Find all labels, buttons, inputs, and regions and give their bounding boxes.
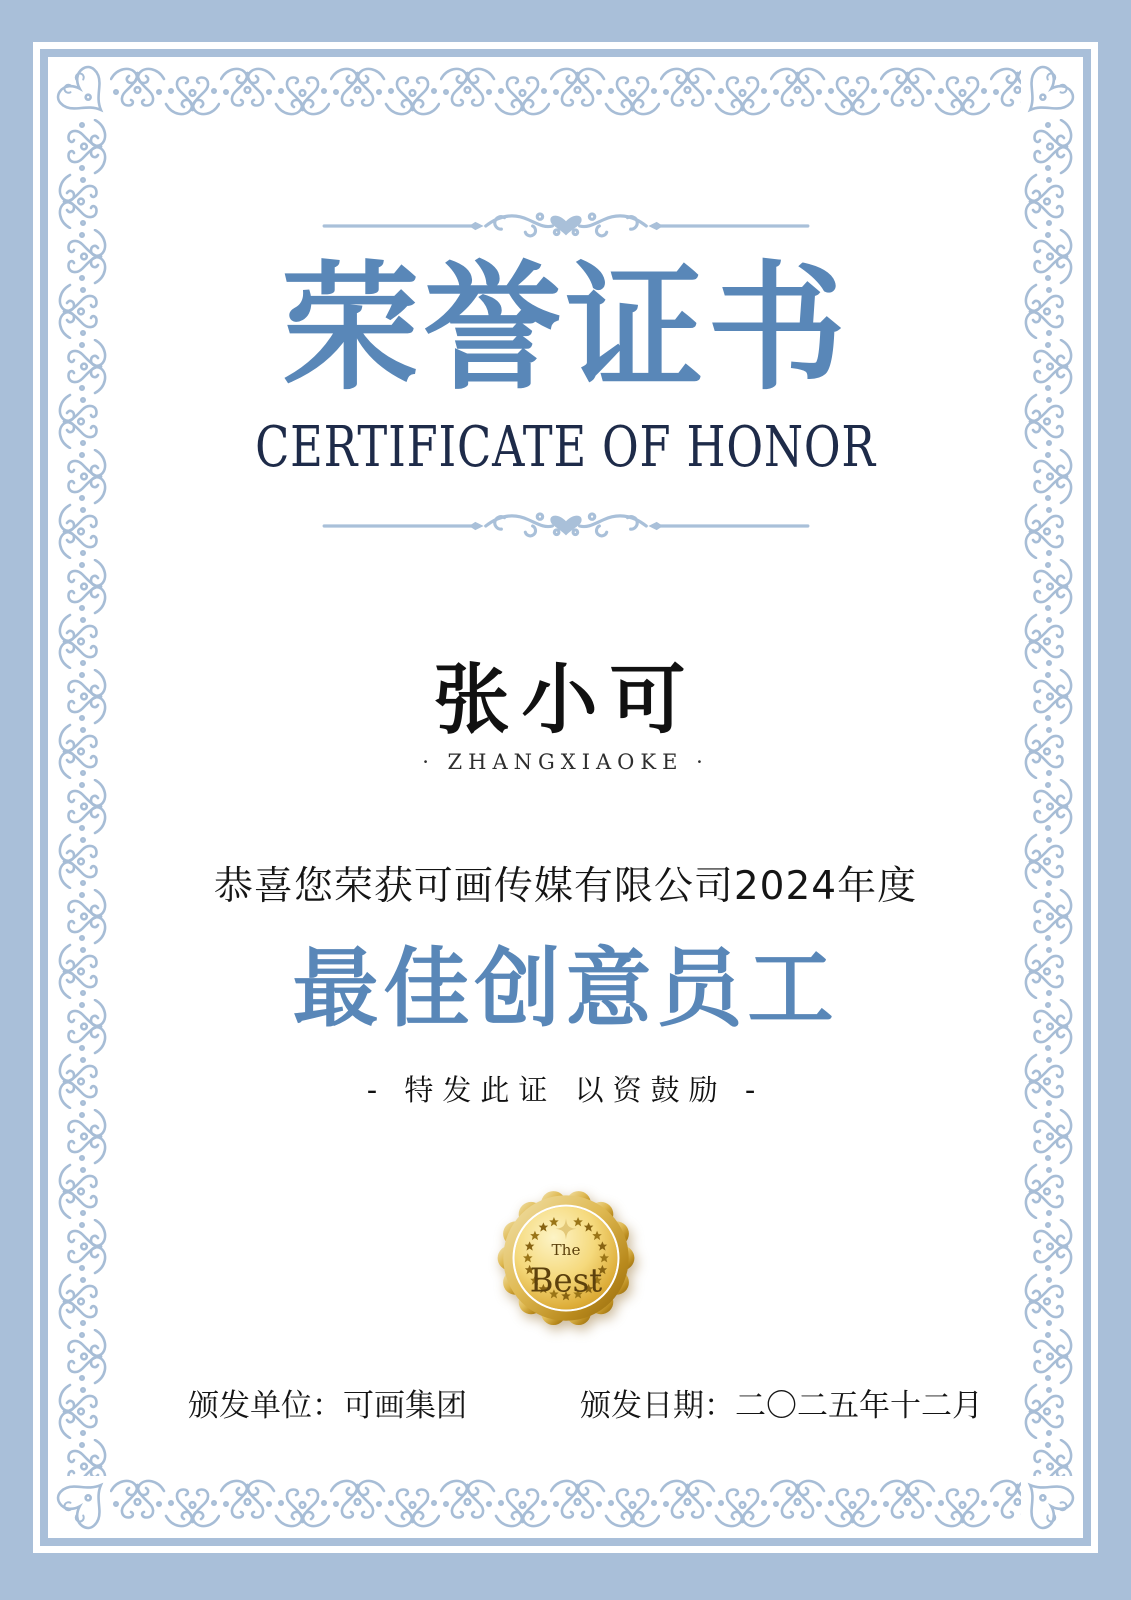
award-title: 最佳创意员工 <box>292 938 839 1039</box>
congratulation-line: 恭喜您荣获可画传媒有限公司2024年度 <box>213 864 918 909</box>
seal-text-best: Best <box>529 1261 602 1300</box>
flourish-divider-middle-icon <box>321 507 811 545</box>
title-chinese: 荣誉证书 <box>281 246 850 409</box>
issue-date-text: 颁发日期：二〇二五年十二月 <box>580 1388 983 1424</box>
footer-row <box>33 1380 1098 1422</box>
certificate-page <box>33 42 1098 1553</box>
seal-text-the: The <box>551 1241 580 1260</box>
title-english: CERTIFICATE OF HONOR <box>255 415 876 480</box>
motto-line: - 特发此证 以资鼓励 - <box>366 1073 765 1107</box>
recipient-name: 张小可 <box>433 655 698 744</box>
flourish-divider-top-icon <box>321 207 811 245</box>
the-best-seal <box>490 1180 642 1338</box>
certificate-content <box>33 42 1098 1553</box>
issuer-text: 颁发单位：可画集团 <box>188 1388 467 1424</box>
recipient-pinyin: · ZHANGXIAOKE · <box>422 750 709 774</box>
